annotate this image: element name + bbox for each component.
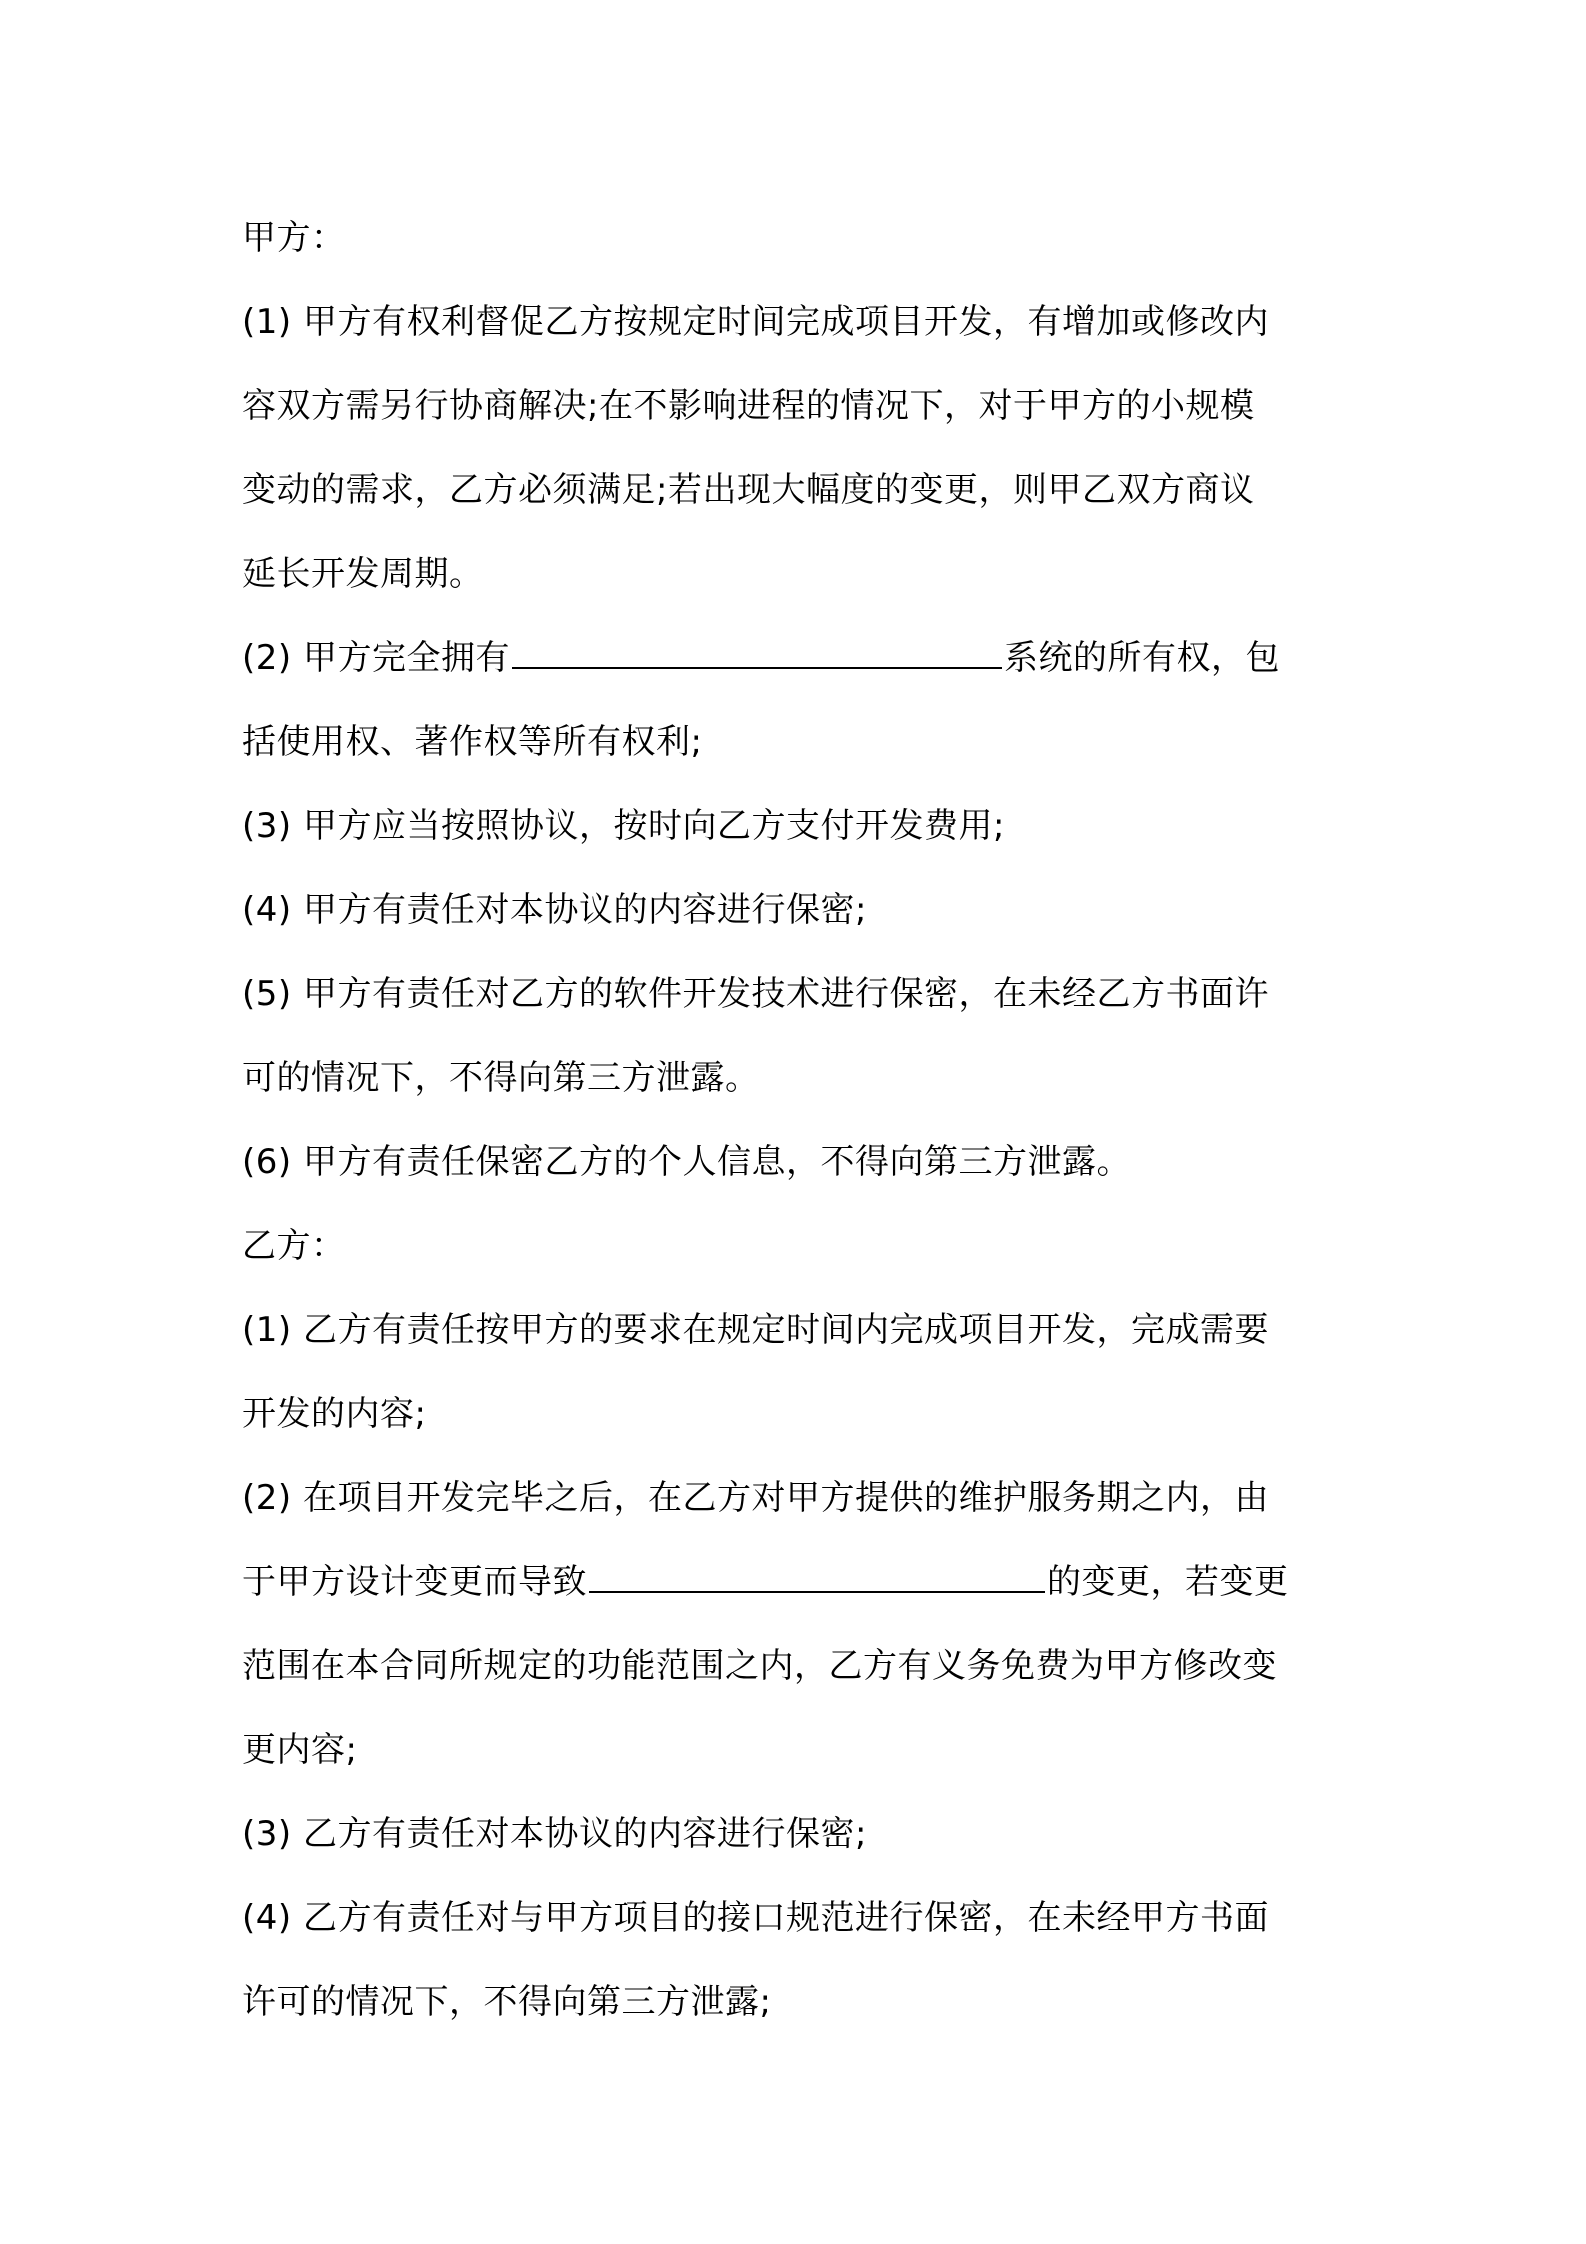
party-a-item2-suffix: 系统的所有权，包 xyxy=(1003,638,1280,678)
party-b-item2-line2 xyxy=(242,1540,1362,1624)
party-b-item1-line1: (1) 乙方有责任按甲方的要求在规定时间内完成项目开发，完成需要 xyxy=(242,1310,1269,1350)
document-page xyxy=(242,196,1362,2044)
party-a-item5-line2: 可的情况下，不得向第三方泄露。 xyxy=(242,1058,760,1098)
party-b-item2-prefix: 于甲方设计变更而导致 xyxy=(242,1562,587,1602)
party-a-item1-line1: (1) 甲方有权利督促乙方按规定时间完成项目开发，有增加或修改内 xyxy=(242,302,1269,342)
party-b-item3: (3) 乙方有责任对本协议的内容进行保密; xyxy=(242,1814,867,1854)
party-a-item4: (4) 甲方有责任对本协议的内容进行保密; xyxy=(242,890,867,930)
party-b-item4-line2: 许可的情况下，不得向第三方泄露; xyxy=(242,1982,772,2022)
party-a-item2-line2: 括使用权、著作权等所有权利; xyxy=(242,722,703,762)
party-b-item2-suffix: 的变更，若变更 xyxy=(1047,1562,1289,1602)
party-a-item2-line1 xyxy=(242,616,1362,700)
party-a-item3: (3) 甲方应当按照协议，按时向乙方支付开发费用; xyxy=(242,806,1005,846)
fill-in-blank-change-reason[interactable] xyxy=(589,1551,1045,1593)
party-b-item2-line3: 范围在本合同所规定的功能范围之内，乙方有义务免费为甲方修改变 xyxy=(242,1646,1277,1686)
party-a-item1-line3: 变动的需求，乙方必须满足;若出现大幅度的变更，则甲乙双方商议 xyxy=(242,470,1255,510)
party-b-heading: 乙方： xyxy=(242,1226,346,1266)
party-b-item2-line4: 更内容; xyxy=(242,1730,358,1770)
party-a-heading: 甲方： xyxy=(242,218,346,258)
party-b-item1-line2: 开发的内容; xyxy=(242,1394,427,1434)
party-a-item1-line4: 延长开发周期。 xyxy=(242,554,484,594)
fill-in-blank-system-name[interactable] xyxy=(512,627,1002,669)
party-b-item2-line1: (2) 在项目开发完毕之后，在乙方对甲方提供的维护服务期之内，由 xyxy=(242,1478,1269,1518)
party-a-item5-line1: (5) 甲方有责任对乙方的软件开发技术进行保密，在未经乙方书面许 xyxy=(242,974,1269,1014)
party-b-item4-line1: (4) 乙方有责任对与甲方项目的接口规范进行保密，在未经甲方书面 xyxy=(242,1898,1269,1938)
party-a-item1-line2: 容双方需另行协商解决;在不影响进程的情况下，对于甲方的小规模 xyxy=(242,386,1255,426)
party-a-item2-prefix: (2) 甲方完全拥有 xyxy=(242,638,510,678)
party-a-item6: (6) 甲方有责任保密乙方的个人信息，不得向第三方泄露。 xyxy=(242,1142,1131,1182)
